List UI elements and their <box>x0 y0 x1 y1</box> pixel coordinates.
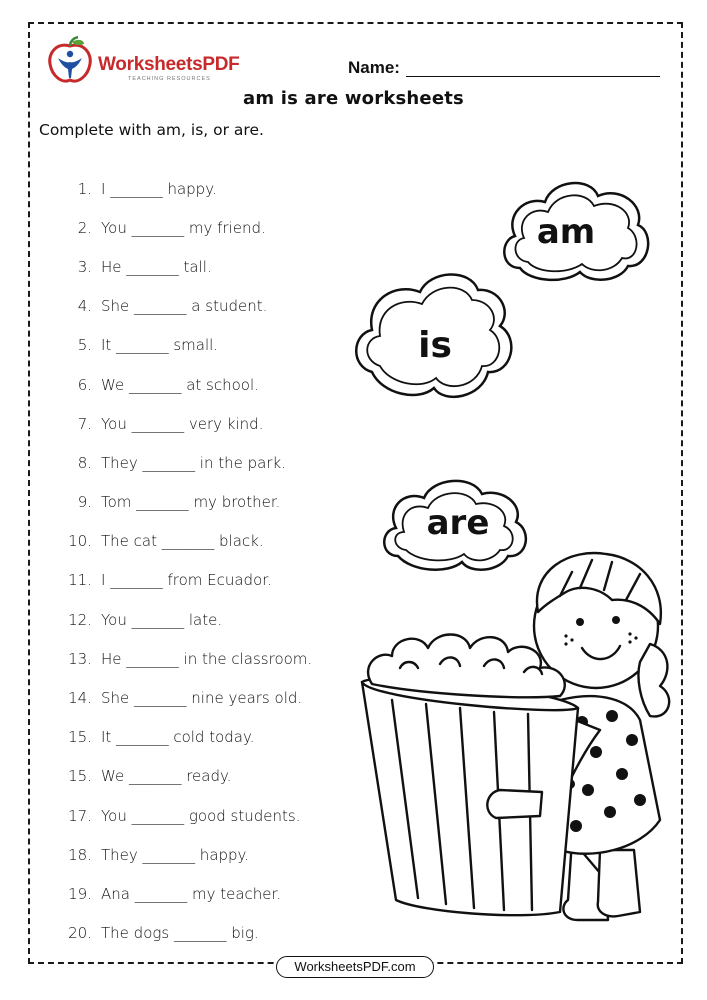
item-sentence: You _______ very kind. <box>101 414 264 433</box>
item-number: 14. <box>68 689 92 708</box>
logo-wordmark: WorksheetsPDF <box>98 54 240 75</box>
item-number: 17. <box>68 806 92 825</box>
item-number: 20. <box>68 924 92 943</box>
instructions: Complete with am, is, or are. <box>39 121 264 139</box>
item-number: 7. <box>77 414 92 433</box>
cloud-are <box>384 481 526 570</box>
name-label: Name: <box>348 58 400 77</box>
item-sentence: You _______ my friend. <box>101 218 266 237</box>
item-number: 9. <box>77 493 92 512</box>
item-sentence: It _______ small. <box>101 336 219 355</box>
item-number: 18. <box>68 845 92 864</box>
item-number: 15. <box>68 767 92 786</box>
item-sentence: We _______ at school. <box>101 375 259 394</box>
footer-website[interactable]: WorksheetsPDF.com <box>276 956 434 978</box>
item-sentence: I _______ happy. <box>101 179 217 198</box>
item-sentence: The cat _______ black. <box>101 532 264 551</box>
item-number: 10. <box>68 532 92 551</box>
item-number: 3. <box>77 257 92 276</box>
item-sentence: Tom _______ my brother. <box>101 493 281 512</box>
item-number: 2. <box>77 218 92 237</box>
item-sentence: It _______ cold today. <box>101 728 255 747</box>
cloud-am-label: am <box>536 212 596 252</box>
item-sentence: He _______ tall. <box>101 257 212 276</box>
item-sentence: I _______ from Ecuador. <box>101 571 272 590</box>
item-sentence: The dogs _______ big. <box>101 924 259 943</box>
item-number: 19. <box>68 884 92 903</box>
item-number: 6. <box>77 375 92 394</box>
item-number: 8. <box>77 453 92 472</box>
page-title: am is are worksheets <box>243 88 464 109</box>
item-sentence: You _______ good students. <box>101 806 301 825</box>
item-number: 11. <box>68 571 92 590</box>
item-number: 1. <box>77 179 92 198</box>
item-number: 4. <box>77 297 92 316</box>
item-sentence: You _______ late. <box>101 610 223 629</box>
item-sentence: He _______ in the classroom. <box>101 649 313 668</box>
cloud-is-label: is <box>418 325 452 366</box>
item-sentence: She _______ nine years old. <box>101 689 303 708</box>
cloud-are-label: are <box>426 503 490 543</box>
cloud-is <box>356 274 511 396</box>
item-sentence: She _______ a student. <box>101 297 268 316</box>
item-number: 15. <box>68 728 92 747</box>
logo-subtitle: TEACHING RESOURCES <box>128 76 211 82</box>
item-number: 12. <box>68 610 92 629</box>
item-number: 13. <box>68 649 92 668</box>
girl-holding-popcorn-bucket-icon <box>362 553 669 920</box>
item-sentence: We _______ ready. <box>101 767 232 786</box>
item-sentence: They _______ happy. <box>101 845 250 864</box>
item-number: 5. <box>77 336 92 355</box>
cloud-am <box>504 183 648 280</box>
item-sentence: They _______ in the park. <box>101 453 286 472</box>
item-sentence: Ana _______ my teacher. <box>101 884 282 903</box>
